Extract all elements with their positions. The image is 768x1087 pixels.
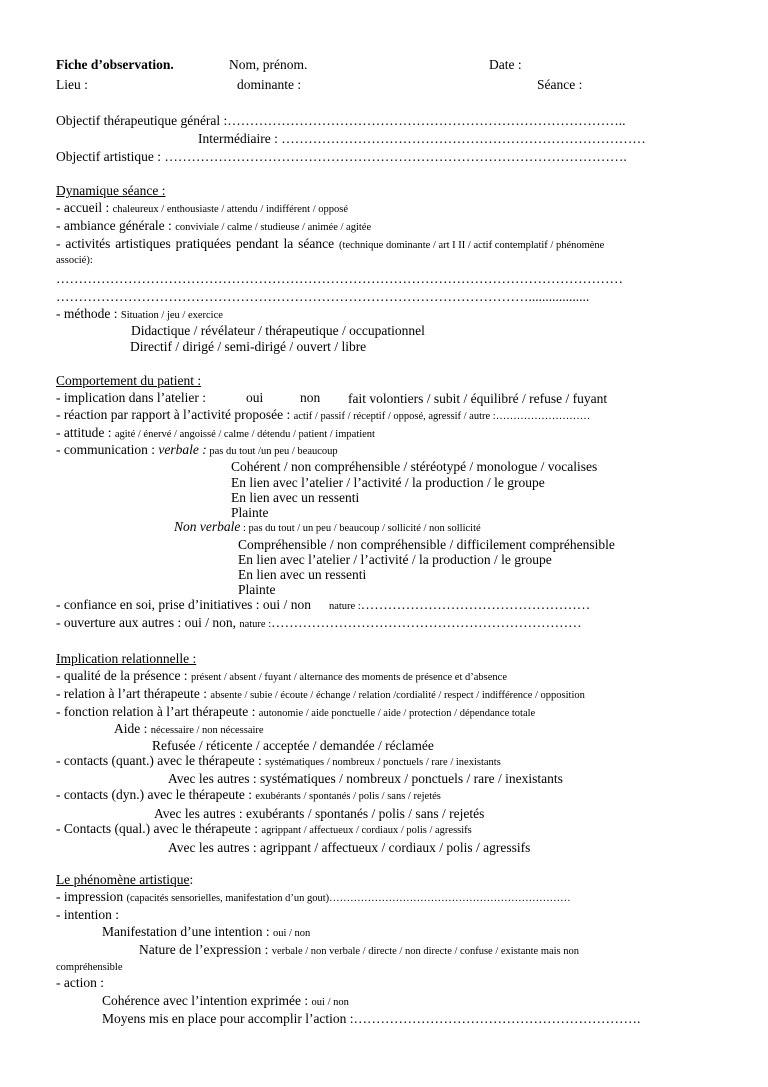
activites-dots-1: ………………………………………………………………………………………………………………: [56, 271, 623, 286]
objectif-artistique: Objectif artistique : ………………………………………………………………………………………….: [56, 149, 627, 164]
activites-line: [56, 236, 714, 254]
accueil-line: [56, 200, 348, 218]
comportement-title: Comportement du patient :: [56, 373, 202, 388]
coherence-label: Cohérence avec l’intention exprimée :: [102, 993, 312, 1008]
coherence-line: [102, 993, 349, 1011]
contacts-qual-line: [56, 821, 472, 839]
contacts-qual-options: agrippant / affectueux / cordiaux / polis / agressifs: [261, 825, 472, 836]
contacts-quant-autres: Avec les autres : systématiques / nombreux / ponctuels / rare / inexistants: [168, 771, 563, 786]
verbale-option-4: Plainte: [231, 505, 269, 520]
name-label: Nom, prénom.: [229, 57, 308, 72]
communication-line: [56, 442, 338, 460]
activites-label: - activités artistiques pratiquées pendant la séance: [56, 236, 340, 251]
action-label: - action :: [56, 975, 104, 990]
ambiance-options: conviviale / calme / studieuse / animée / agitée: [175, 222, 372, 233]
methode-options-2: Didactique / révélateur / thérapeutique / occupationnel: [131, 323, 425, 338]
verbale-option-1: Cohérent / non compréhensible / stéréotypé / monologue / vocalises: [231, 459, 598, 474]
aide-options: nécessaire / non nécessaire: [150, 725, 264, 736]
reaction-label: - réaction par rapport à l’activité proposée :: [56, 407, 294, 422]
attitude-label: - attitude :: [56, 425, 115, 440]
accueil-label: - accueil :: [56, 200, 113, 215]
nature-expression-options: verbale / non verbale / directe / non directe / confuse / existante mais non: [271, 946, 580, 957]
qualite-options: présent / absent / fuyant / alternance des moments de présence et d’absence: [190, 672, 507, 683]
communication-label: - communication :: [56, 442, 159, 457]
dominante-label: dominante :: [237, 77, 302, 92]
accueil-options: chaleureux / enthousiaste / attendu / indifférent / opposé: [112, 204, 348, 215]
non-verbale-option-3: En lien avec un ressenti: [238, 567, 367, 582]
qualite-label: - qualité de la présence :: [56, 668, 191, 683]
contacts-dyn-autres: Avec les autres : exubérants / spontanés / polis / sans / rejetés: [154, 806, 485, 821]
nature-expression-label: Nature de l’expression :: [139, 942, 272, 957]
activites-options-cont: associé):: [56, 255, 93, 266]
manifestation-label: Manifestation d’une intention :: [102, 924, 273, 939]
lieu-label: Lieu :: [56, 77, 88, 92]
phenomene-title-colon: :: [189, 872, 194, 887]
seance-label: Séance :: [537, 77, 583, 92]
reaction-line: [56, 407, 590, 425]
ouverture-dots: ……………………………………………………………: [271, 615, 582, 630]
non-verbale-option-2: En lien avec l’atelier / l’activité / la production / le groupe: [238, 552, 552, 567]
confiance-nature: nature :: [328, 601, 361, 612]
methode-options: Situation / jeu / exercice: [120, 310, 223, 321]
verbale-options: pas du tout /un peu / beaucoup: [206, 446, 338, 457]
contacts-dyn-label: - contacts (dyn.) avec le thérapeute :: [56, 787, 256, 802]
relation-line: [56, 686, 585, 704]
contacts-qual-label: - Contacts (qual.) avec le thérapeute :: [56, 821, 262, 836]
ouverture-nature: nature :: [239, 619, 272, 630]
non-verbale-label: Non verbale: [174, 519, 241, 534]
implication-options: fait volontiers / subit / équilibré / refuse / fuyant: [348, 391, 608, 406]
contacts-quant-line: [56, 753, 501, 771]
relation-label: - relation à l’art thérapeute :: [56, 686, 211, 701]
activites-options: (technique dominante / art I II / actif contemplatif / phénomène: [339, 240, 605, 251]
manifestation-line: [102, 924, 310, 942]
implication-title: Implication relationnelle :: [56, 651, 197, 666]
manifestation-options: oui / non: [272, 928, 311, 939]
methode-options-3: Directif / dirigé / semi-dirigé / ouvert / libre: [130, 339, 367, 354]
attitude-line: [56, 425, 375, 443]
contacts-dyn-line: [56, 787, 441, 805]
qualite-line: [56, 668, 507, 686]
reaction-options: actif / passif / réceptif / opposé, agressif / autre :………………………: [293, 411, 591, 422]
impression-options: (capacités sensorielles, manifestation d’un gout)……………………………………………………………: [126, 893, 571, 904]
implication-label: - implication dans l’atelier :: [56, 390, 206, 405]
contacts-quant-label: - contacts (quant.) avec le thérapeute :: [56, 753, 266, 768]
aide-label: Aide :: [114, 721, 151, 736]
methode-label: - méthode :: [56, 306, 121, 321]
aide-line: [114, 721, 264, 739]
verbale-option-2: En lien avec l’atelier / l’activité / la production / le groupe: [231, 475, 545, 490]
ambiance-line: [56, 218, 371, 236]
confiance-label: - confiance en soi, prise d’initiatives : oui / non: [56, 597, 311, 612]
confiance-line: [56, 597, 590, 615]
aide-options-2: Refusée / réticente / acceptée / demandée / réclamée: [152, 738, 434, 753]
non-verbale-options: : pas du tout / un peu / beaucoup / sollicité / non sollicité: [240, 523, 481, 534]
activites-dots-2: ……………………………………………………………………………………………..................: [56, 289, 590, 304]
nature-expression-options-cont: compréhensible: [56, 962, 123, 973]
contacts-quant-options: systématiques / nombreux / ponctuels / rare / inexistants: [265, 757, 501, 768]
contacts-dyn-options: exubérants / spontanés / polis / sans / rejetés: [255, 791, 441, 802]
fonction-label: - fonction relation à l’art thérapeute :: [56, 704, 259, 719]
intention-label: - intention :: [56, 907, 119, 922]
non-verbale-option-1: Compréhensible / non compréhensible / difficilement compréhensible: [238, 537, 615, 552]
objectif-intermediaire: Intermédiaire : ………………………………………………………………………: [198, 131, 646, 146]
impression-label: - impression: [56, 889, 127, 904]
coherence-options: oui / non: [311, 997, 349, 1008]
attitude-options: agité / énervé / angoissé / calme / détendu / patient / impatient: [114, 429, 375, 440]
objectif-general: Objectif thérapeutique général :……………………………………………………………………………..: [56, 113, 626, 128]
non-verbale-option-4: Plainte: [238, 582, 276, 597]
verbale-option-3: En lien avec un ressenti: [231, 490, 360, 505]
contacts-qual-autres: Avec les autres : agrippant / affectueux / cordiaux / polis / agressifs: [168, 840, 531, 855]
non-verbale-line: [174, 519, 481, 537]
ambiance-label: - ambiance générale :: [56, 218, 176, 233]
dynamique-title: Dynamique séance :: [56, 183, 166, 198]
fonction-options: autonomie / aide ponctuelle / aide / protection / dépendance totale: [258, 708, 536, 719]
ouverture-label: - ouverture aux autres : oui / non,: [56, 615, 240, 630]
verbale-label: verbale :: [158, 442, 207, 457]
implication-oui: oui: [246, 390, 264, 405]
form-title: Fiche d’observation.: [56, 57, 174, 72]
impression-line: [56, 889, 714, 907]
confiance-dots: ……………………………………………: [360, 597, 591, 612]
methode-line: [56, 306, 223, 324]
relation-options: absente / subie / écoute / échange / relation /cordialité / respect / indifférence / opposition: [210, 690, 585, 701]
phenomene-title-line: [56, 872, 193, 888]
date-label: Date :: [489, 57, 522, 72]
nature-expression-line: [139, 942, 714, 960]
fonction-line: [56, 704, 535, 722]
moyens-line: Moyens mis en place pour accomplir l’action :……………………………………………………….: [102, 1011, 641, 1026]
ouverture-line: [56, 615, 582, 633]
implication-non: non: [300, 390, 321, 405]
phenomene-title: Le phénomène artistique: [56, 872, 190, 887]
